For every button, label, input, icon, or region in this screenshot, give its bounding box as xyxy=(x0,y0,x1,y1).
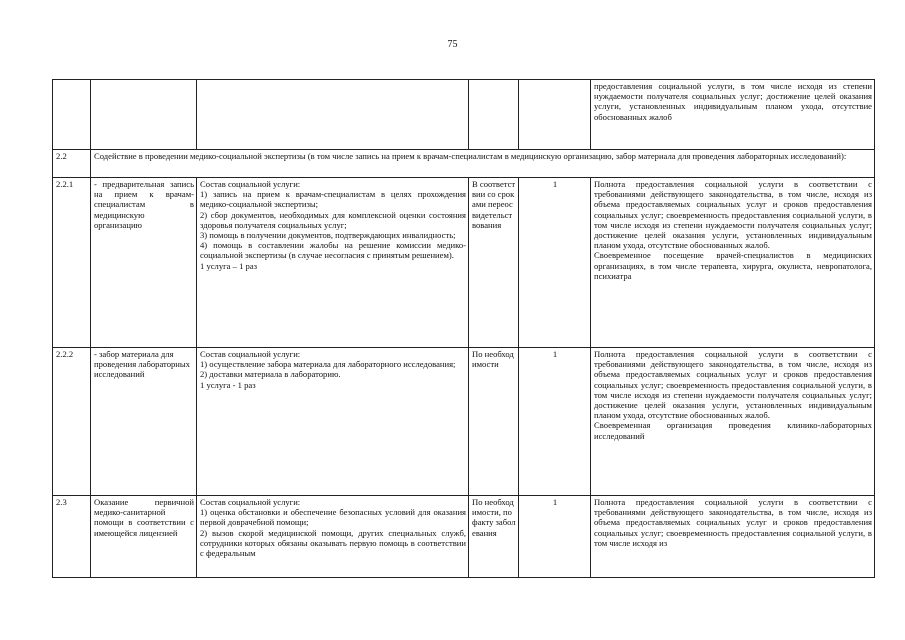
table-section-row xyxy=(53,150,875,178)
content-line: 1) осуществление забора материала для лабораторного исследования; xyxy=(200,359,456,370)
cell-quality xyxy=(591,178,875,348)
content-line: 1) оценка обстановки и обеспечение безопасных условий для оказания первой доврачебной помощи; xyxy=(200,507,466,528)
cell-count xyxy=(519,80,591,150)
content-line: 3) помощь в получении документов, подтверждающих инвалидность; xyxy=(200,230,456,241)
cell-period: В соответствии со сроками переосвидетельствования xyxy=(469,178,519,348)
content-line: Состав социальной услуги: xyxy=(200,349,301,359)
cell-content xyxy=(197,348,469,496)
cell-name xyxy=(91,80,197,150)
cell-name: - предварительная запись на прием к врачам-специалистам в медицинскую организацию xyxy=(91,178,197,348)
quality-line: Полнота предоставления социальной услуги в соответствии с требованиями действующего законодательства, в том числе, исходя из объема предоставляемых социальных услуг и сроков предоставления социальных услуг; своевременность предоставления социальной услуги, в том числе исходя из степени нуждаемости получателя социальных услуг; достижение целей оказания услуги, установленных индивидуальным планом ухода, отсутствие обоснованных жалоб. xyxy=(594,179,872,251)
cell-name: - забор материала для проведения лабораторных исследований xyxy=(91,348,197,496)
page-number: 75 xyxy=(447,39,458,50)
quality-line: Полнота предоставления социальной услуги в соответствии с требованиями действующего законодательства, в том числе, исходя из объема предоставляемых социальных услуг и сроков предоставления социальных услуг; своевременность предоставления социальной услуги, в том числе исходя из степени нуждаемости получателя социальных услуг; достижение целей оказания услуги, установленных индивидуальным планом ухода, отсутствие обоснованных жалоб. xyxy=(594,349,872,421)
cell-number: 2.3 xyxy=(53,496,91,578)
content-line: 4) помощь в составлении жалобы на решение комиссии медико-социальной экспертизы (в случае несогласия с принятым решением). xyxy=(200,240,466,261)
content-line: 2) вызов скорой медицинской помощи, других специальных служб, сотрудники которых обязаны оказывать первую помощь в соответствии с федеральным xyxy=(200,527,466,559)
cell-content xyxy=(197,178,469,348)
cell-number xyxy=(53,80,91,150)
content-line: 1) запись на прием к врачам-специалистам в целях прохождения медико-социальной экспертизы; xyxy=(200,189,466,210)
section-title: Содействие в проведении медико-социальной экспертизы (в том числе запись на прием к врачам-специалистам в медицинскую организацию, забор материала для проведения лабораторных исследований): xyxy=(91,150,875,178)
cell-period: По необходимости, по факту заболевания xyxy=(469,496,519,578)
cell-quality xyxy=(591,348,875,496)
quality-line: Своевременное посещение врачей-специалистов в медицинских организациях, в том числе терапевта, хирурга, окулиста, невропатолога, психиатра xyxy=(594,250,872,281)
content-line: Состав социальной услуги: xyxy=(200,497,301,507)
cell-count: 1 xyxy=(519,178,591,348)
content-line: 1 услуга - 1 раз xyxy=(200,379,256,390)
table-row xyxy=(53,348,875,496)
content-line: Состав социальной услуги: xyxy=(200,179,301,189)
cell-number: 2.2.1 xyxy=(53,178,91,348)
content-line: 2) доставки материала в лабораторию. xyxy=(200,369,341,380)
cell-count: 1 xyxy=(519,348,591,496)
quality-line: Полнота предоставления социальной услуги в соответствии с требованиями действующего законодательства, в том числе, исходя из объема предоставляемых социальных услуг и сроков предоставления социальных услуг; своевременность предоставления социальной услуги, в том числе исходя из xyxy=(594,497,872,548)
table-row xyxy=(53,496,875,578)
services-table xyxy=(52,79,875,578)
table-row xyxy=(53,178,875,348)
content-line: 1 услуга – 1 раз xyxy=(200,260,258,271)
content-line: 2) сбор документов, необходимых для комплексной оценки состояния здоровья получателя социальных услуг; xyxy=(200,209,466,230)
section-number: 2.2 xyxy=(53,150,91,178)
cell-quality: предоставления социальной услуги, в том числе исходя из степени нуждаемости получателя социальных услуг; достижение целей оказания услуги, установленных индивидуальным планом ухода, отсутствие обоснованных жалоб xyxy=(591,80,875,150)
cell-period: По необходимости xyxy=(469,348,519,496)
cell-content xyxy=(197,80,469,150)
quality-line: Своевременная организация проведения клинико-лабораторных исследований xyxy=(594,420,872,441)
cell-quality xyxy=(591,496,875,578)
table-row-continued xyxy=(53,80,875,150)
cell-content xyxy=(197,496,469,578)
cell-number: 2.2.2 xyxy=(53,348,91,496)
cell-count: 1 xyxy=(519,496,591,578)
cell-name: Оказание первичной медико-санитарной помощи в соответствии с имеющейся лицензией xyxy=(91,496,197,578)
cell-period xyxy=(469,80,519,150)
